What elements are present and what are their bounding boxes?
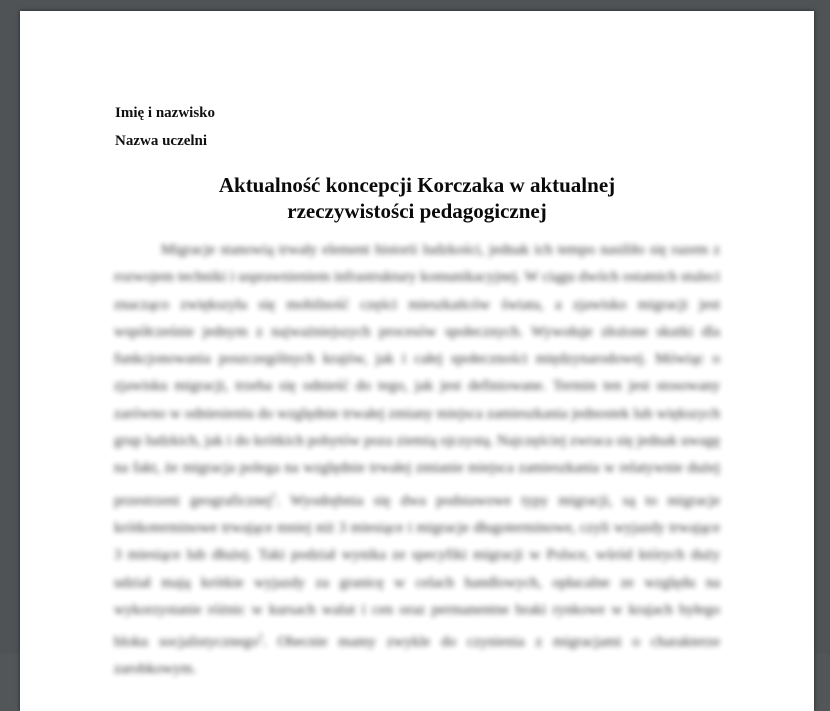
title-line-2: rzeczywistości pedagogicznej — [287, 199, 547, 223]
body-paragraph — [114, 237, 720, 684]
footnote-marker-2: 2 — [258, 632, 263, 643]
author-name: Imię i nazwisko — [115, 105, 216, 121]
paragraph-part-3: . Obecnie mamy zwykle do czynienia z migracjami o charakterze zarobkowym. — [114, 634, 720, 678]
footnote-marker-1: 1 — [271, 490, 277, 501]
university-name: Nazwa uczelni — [115, 133, 208, 149]
document-page — [20, 11, 814, 711]
title-line-1: Aktualność koncepcji Korczaka w aktualnej — [218, 173, 616, 197]
paragraph-part-2: . Wyodrębnia się dwa podstawowe typy migracji, są to migracje krótkoterminowe trwające mniej niż 3 miesiące i migracje długoterminowe, czyli wyjazdy trwające 3 miesiące lub dłużej. Taki podział wynika ze specyfiki migracji w Polsce, wśród których duży udział mają krótkie wyjazdy za granicę w celach handlowych, opłacalne ze względu na wykorzystanie różnic w kursach walut i cen oraz permanentne braki rynkowe w krajach byłego bloku socjalistycznego — [114, 492, 720, 651]
paragraph-part-1: Migracje stanowią trwały element historii ludzkości, jednak ich tempo nasiliło się razem z rozwojem techniki i usprawnieniem infrastruktury komunikacyjnej. W ciągu dwóch ostatnich stuleci znacząco zwiększyła się mobilność części mieszkańców świata, a zjawisko migracji jest współcześnie jednym z najważniejszych procesów społecznych. Wywołuje złożone skutki dla funkcjonowania poszczególnych krajów, jak i całej społeczności międzynarodowej. Mówiąc o zjawisku migracji, trzeba się odnieść do tego, jak jest definiowane. Termin ten jest stosowany zarówno w odniesieniu do względnie trwałej zmiany miejsca zamieszkania jednostek lub większych grup ludzkich, jak i do krótkich pobytów poza ziemią ojczystą. Najczęściej zwraca się jednak uwagę na fakt, że migracja polega na względnie trwałej zmianie miejsca zamieszkania w relatywnie dużej przestrzeni geograficznej — [114, 242, 720, 509]
document-title — [20, 172, 814, 224]
